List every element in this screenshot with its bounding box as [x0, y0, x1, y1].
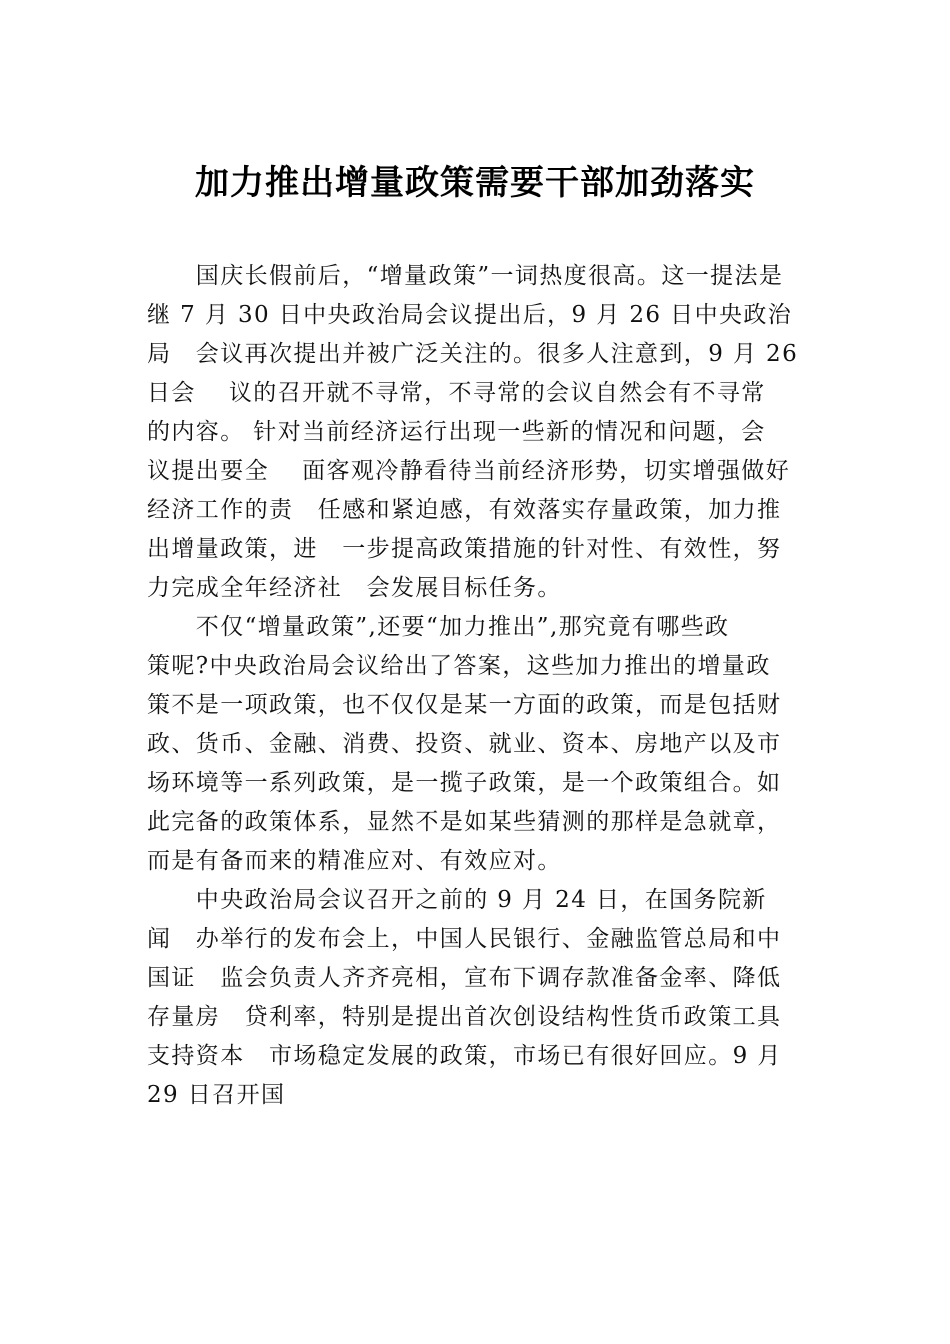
text-line: 日会 议的召开就不寻常，不寻常的会议自然会有不寻常 — [147, 380, 766, 406]
paragraph-3 — [147, 881, 813, 1115]
text-line: 场环境等一系列政策，是一揽子政策，是一个政策组合。如 — [147, 770, 782, 796]
text-line: 力完成全年经济社 会发展目标任务。 — [147, 575, 562, 601]
text-line: 议提出要全 面客观冷静看待当前经济形势，切实增强做好 — [147, 458, 791, 484]
text-line: 局 会议再次提出并被广泛关注的。很多人注意到，9 月 26 — [147, 341, 799, 367]
text-line: 国庆长假前后，“增量政策”一词热度很高。这一提法是 — [147, 263, 784, 289]
text-line: 继 7 月 30 日中央政治局会议提出后，9 月 26 日中央政治 — [147, 302, 793, 328]
text-line: 存量房 贷利率，特别是提出首次创设结构性货币政策工具 — [147, 1004, 782, 1030]
text-line: 中央政治局会议召开之前的 9 月 24 日，在国务院新 — [147, 887, 767, 913]
text-line: 闻 办举行的发布会上，中国人民银行、金融监管总局和中 — [147, 926, 782, 952]
document-body — [147, 257, 813, 1115]
document-title: 加力推出增量政策需要干部加劲落实 — [195, 163, 755, 203]
text-line: 政、货币、金融、消费、投资、就业、资本、房地产以及市 — [147, 731, 782, 757]
paragraph-2 — [147, 608, 813, 881]
text-line: 此完备的政策体系，显然不是如某些猜测的那样是急就章， — [147, 809, 782, 835]
text-line: 国证 监会负责人齐齐亮相，宣布下调存款准备金率、降低 — [147, 965, 782, 991]
text-line: 经济工作的责 任感和紧迫感，有效落实存量政策，加力推 — [147, 497, 782, 523]
text-line: 的内容。 针对当前经济运行出现一些新的情况和问题，会 — [147, 419, 766, 445]
paragraph-1 — [147, 257, 813, 608]
text-line: 29 日召开国 — [147, 1082, 286, 1108]
text-line: 策不是一项政策，也不仅仅是某一方面的政策，而是包括财 — [147, 692, 782, 718]
text-line: 出增量政策，进 一步提高政策措施的针对性、有效性，努 — [147, 536, 782, 562]
text-line: 支持资本 市场稳定发展的政策，市场已有很好回应。9 月 — [147, 1043, 782, 1069]
text-line: 策呢?中央政治局会议给出了答案，这些加力推出的增量政 — [147, 653, 771, 679]
text-line: 而是有备而来的精准应对、有效应对。 — [147, 848, 562, 874]
text-line: 不仅“增量政策”,还要“加力推出”,那究竟有哪些政 — [147, 614, 730, 640]
